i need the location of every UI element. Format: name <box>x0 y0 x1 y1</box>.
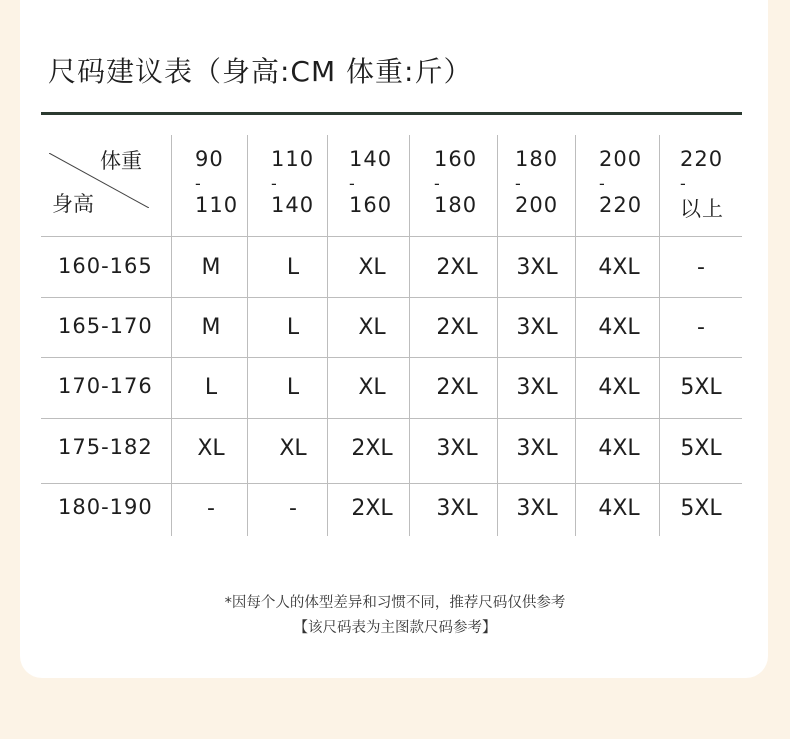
weight-range-dash: - <box>195 174 202 193</box>
column-divider <box>497 135 498 536</box>
page-title: 尺码建议表（身高:CM 体重:斤） <box>48 55 473 88</box>
size-cell: 5XL <box>680 496 722 521</box>
size-cell: L <box>286 375 300 400</box>
title-divider <box>41 112 742 115</box>
height-axis-label: 身高 <box>52 192 94 216</box>
size-chart-card <box>20 0 768 678</box>
size-cell: - <box>289 496 297 521</box>
size-cell: XL <box>279 436 307 461</box>
column-divider <box>659 135 660 536</box>
size-cell: XL <box>197 436 225 461</box>
weight-range-dash: - <box>515 174 522 193</box>
size-cell: - <box>697 315 705 340</box>
size-cell: 3XL <box>516 436 558 461</box>
size-cell: XL <box>358 375 386 400</box>
column-divider <box>171 135 172 536</box>
size-cell: XL <box>358 255 386 280</box>
height-range-label: 165-170 <box>58 314 153 338</box>
size-cell: 3XL <box>516 255 558 280</box>
weight-range-low: 110 <box>271 147 315 171</box>
column-divider <box>247 135 248 536</box>
row-divider <box>41 297 742 298</box>
row-divider <box>41 483 742 484</box>
weight-axis-label: 体重 <box>100 149 142 173</box>
size-cell: 4XL <box>598 375 640 400</box>
size-cell: 2XL <box>436 255 478 280</box>
weight-range-low: 140 <box>349 147 393 171</box>
size-cell: L <box>286 315 300 340</box>
weight-range-high: 180 <box>434 193 478 217</box>
weight-range-low: 90 <box>195 147 224 171</box>
size-cell: XL <box>358 315 386 340</box>
weight-range-high: 140 <box>271 193 315 217</box>
column-divider <box>409 135 410 536</box>
size-cell: 3XL <box>436 436 478 461</box>
weight-range-low: 200 <box>599 147 643 171</box>
weight-range-low: 160 <box>434 147 478 171</box>
weight-range-dash: - <box>599 174 606 193</box>
size-cell: L <box>204 375 218 400</box>
chart-scope-note: 【该尺码表为主图款尺码参考】 <box>293 620 497 636</box>
weight-range-high: 110 <box>195 193 239 217</box>
height-range-label: 175-182 <box>58 435 153 459</box>
column-divider <box>327 135 328 536</box>
weight-range-low: 180 <box>515 147 559 171</box>
size-cell: 3XL <box>436 496 478 521</box>
weight-range-high: 160 <box>349 193 393 217</box>
size-cell: 4XL <box>598 255 640 280</box>
weight-range-low: 220 <box>680 147 724 171</box>
size-cell: 4XL <box>598 315 640 340</box>
size-cell: 5XL <box>680 375 722 400</box>
size-cell: - <box>697 255 705 280</box>
size-cell: 2XL <box>351 496 393 521</box>
height-range-label: 180-190 <box>58 495 153 519</box>
size-cell: - <box>207 496 215 521</box>
height-range-label: 170-176 <box>58 374 153 398</box>
row-divider <box>41 357 742 358</box>
size-cell: M <box>201 255 221 280</box>
disclaimer-note: *因每个人的体型差异和习惯不同，推荐尺码仅供参考 <box>224 595 566 611</box>
weight-range-dash: - <box>434 174 441 193</box>
weight-range-high: 以上 <box>680 197 724 221</box>
size-cell: 5XL <box>680 436 722 461</box>
size-cell: M <box>201 315 221 340</box>
weight-range-dash: - <box>680 174 687 193</box>
size-cell: 3XL <box>516 315 558 340</box>
size-cell: 4XL <box>598 436 640 461</box>
weight-range-high: 200 <box>515 193 559 217</box>
row-divider <box>41 418 742 419</box>
size-cell: 2XL <box>436 375 478 400</box>
weight-range-dash: - <box>349 174 356 193</box>
column-divider <box>575 135 576 536</box>
weight-range-high: 220 <box>599 193 643 217</box>
size-cell: 2XL <box>351 436 393 461</box>
row-divider <box>41 236 742 237</box>
weight-range-dash: - <box>271 174 278 193</box>
size-cell: 3XL <box>516 375 558 400</box>
size-cell: 3XL <box>516 496 558 521</box>
size-cell: L <box>286 255 300 280</box>
size-cell: 4XL <box>598 496 640 521</box>
size-cell: 2XL <box>436 315 478 340</box>
height-range-label: 160-165 <box>58 254 153 278</box>
